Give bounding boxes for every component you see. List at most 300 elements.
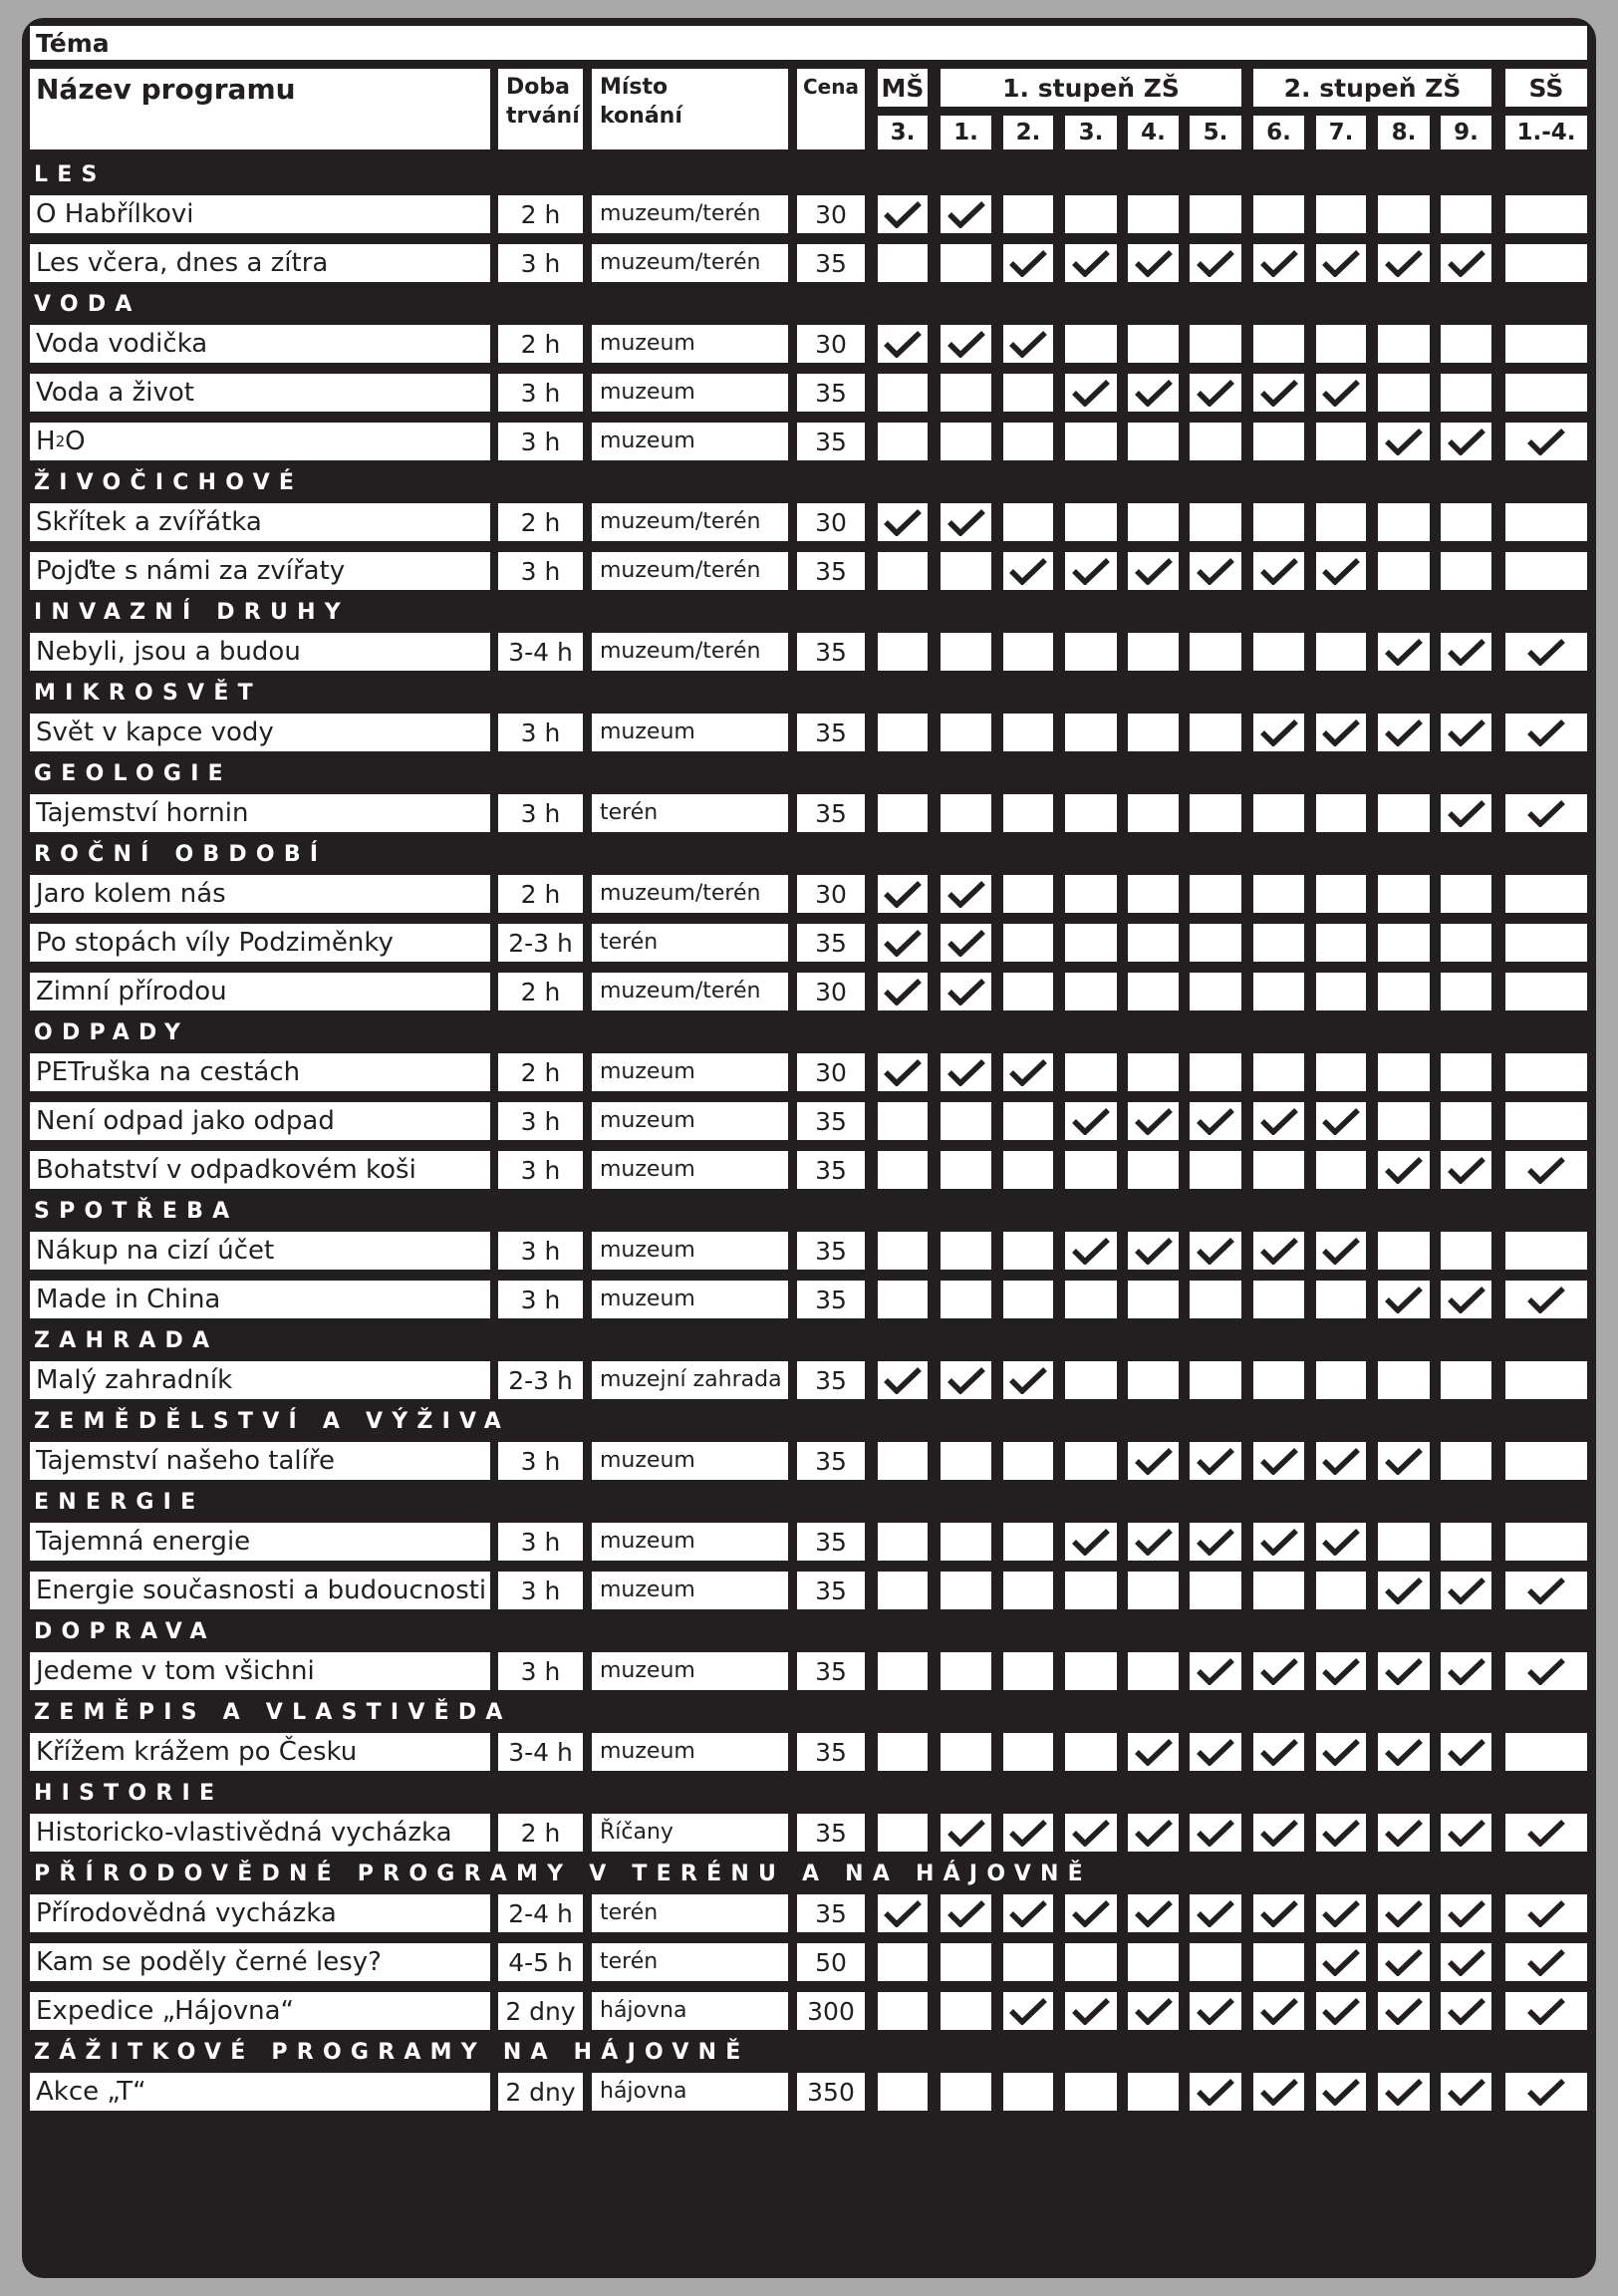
grade-checkbox: [1128, 794, 1179, 832]
grade-header-7: 7.: [1316, 116, 1366, 149]
program-place: muzeum/terén: [592, 973, 788, 1010]
grade-checkbox: [941, 1361, 991, 1399]
checkmark-icon: [1196, 1528, 1235, 1556]
ss-header: SŠ: [1505, 69, 1587, 107]
program-place: terén: [592, 1943, 788, 1981]
grade-checkbox: [1378, 1232, 1430, 1270]
grade-checkbox: [1128, 374, 1179, 412]
grade-checkbox: [1378, 374, 1430, 412]
grade-header-3: 3.: [1065, 116, 1117, 149]
program-price: 30: [797, 325, 865, 363]
grade-checkbox: [878, 633, 928, 671]
grade-checkbox: [1316, 1992, 1366, 2030]
checkmark-icon: [1526, 799, 1566, 827]
grade-checkbox: [1441, 325, 1491, 363]
grade-checkbox: [941, 195, 991, 233]
grade-checkbox: [1441, 374, 1491, 412]
checkmark-icon: [946, 1058, 986, 1086]
grade-checkbox: [1378, 244, 1430, 282]
program-place: muzeum/terén: [592, 552, 788, 590]
program-duration: 2 h: [498, 195, 583, 233]
program-duration: 2 h: [498, 1814, 583, 1852]
program-price: 50: [797, 1943, 865, 1981]
program-place: muzeum: [592, 714, 788, 751]
program-place: terén: [592, 1894, 788, 1932]
grade-checkbox: [1253, 1733, 1304, 1771]
grade-header-6: 6.: [1253, 116, 1304, 149]
checkmark-icon: [1526, 1156, 1566, 1184]
grade-checkbox: [1253, 1814, 1304, 1852]
checkmark-icon: [1384, 1899, 1424, 1927]
checkmark-icon: [1008, 1997, 1048, 2025]
grade-checkbox: [1505, 1151, 1587, 1189]
grade-checkbox: [1316, 1814, 1366, 1852]
grade-checkbox: [1190, 1281, 1241, 1318]
checkmark-icon: [1384, 2078, 1424, 2106]
section-title: ENERGIE: [34, 1490, 205, 1515]
program-price: 350: [797, 2073, 865, 2111]
program-duration: 3 h: [498, 1572, 583, 1609]
grade-checkbox: [1003, 794, 1053, 832]
checkmark-icon: [1071, 379, 1111, 407]
checkmark-icon: [946, 1819, 986, 1847]
checkmark-icon: [946, 1366, 986, 1394]
program-name: Přírodovědná vycházka: [30, 1894, 490, 1932]
grade-checkbox: [1128, 1943, 1179, 1981]
grade-checkbox: [941, 973, 991, 1010]
grade-checkbox: [1065, 325, 1117, 363]
checkmark-icon: [1259, 718, 1299, 746]
grade-checkbox: [1128, 1361, 1179, 1399]
program-price: 35: [797, 1151, 865, 1189]
program-place: muzeum: [592, 325, 788, 363]
grade-checkbox: [1065, 423, 1117, 460]
program-price: 30: [797, 973, 865, 1010]
grade-checkbox: [1190, 503, 1241, 541]
program-duration: 3-4 h: [498, 633, 583, 671]
checkmark-icon: [1526, 718, 1566, 746]
checkmark-icon: [1526, 1899, 1566, 1927]
checkmark-icon: [946, 929, 986, 957]
checkmark-icon: [1321, 1657, 1361, 1685]
program-duration: 2 h: [498, 1053, 583, 1091]
grade-checkbox: [1441, 794, 1491, 832]
section-title: ROČNÍ OBDOBÍ: [34, 842, 328, 867]
grade-checkbox: [1003, 1281, 1053, 1318]
program-price: 30: [797, 503, 865, 541]
grade-checkbox: [1441, 633, 1491, 671]
checkmark-icon: [1526, 1657, 1566, 1685]
checkmark-icon: [1526, 2078, 1566, 2106]
program-price: 35: [797, 1733, 865, 1771]
program-duration: 3-4 h: [498, 1733, 583, 1771]
grade-checkbox: [941, 1442, 991, 1480]
grade-checkbox: [878, 1053, 928, 1091]
grade-checkbox: [1003, 1442, 1053, 1480]
checkmark-icon: [1321, 1899, 1361, 1927]
checkmark-icon: [883, 880, 923, 908]
grade-checkbox: [1065, 714, 1117, 751]
checkmark-icon: [1526, 1997, 1566, 2025]
grade-checkbox: [1505, 1102, 1587, 1140]
checkmark-icon: [1196, 1819, 1235, 1847]
grade-checkbox: [1378, 1572, 1430, 1609]
grade-header-4: 4.: [1128, 116, 1179, 149]
grade-checkbox: [1505, 1442, 1587, 1480]
program-place: muzeum: [592, 1652, 788, 1690]
checkmark-icon: [1008, 1366, 1048, 1394]
grade-checkbox: [1316, 423, 1366, 460]
grade-checkbox: [1190, 374, 1241, 412]
grade-checkbox: [878, 1814, 928, 1852]
program-name-header: Název programu: [30, 69, 490, 149]
grade-checkbox: [1003, 374, 1053, 412]
grade-checkbox: [1505, 973, 1587, 1010]
grade-checkbox: [941, 374, 991, 412]
checkmark-icon: [1321, 379, 1361, 407]
checkmark-icon: [1196, 1657, 1235, 1685]
program-price: 30: [797, 1053, 865, 1091]
grade-checkbox: [1505, 633, 1587, 671]
grade-checkbox: [1441, 1151, 1491, 1189]
checkmark-icon: [1447, 249, 1486, 277]
grade-checkbox: [1378, 1523, 1430, 1561]
grade-checkbox: [1441, 1992, 1491, 2030]
grade-checkbox: [1316, 633, 1366, 671]
program-place: hájovna: [592, 1992, 788, 2030]
checkmark-icon: [1259, 1899, 1299, 1927]
checkmark-icon: [1259, 379, 1299, 407]
grade-checkbox: [1065, 924, 1117, 962]
checkmark-icon: [1134, 1738, 1174, 1766]
zs2-header: 2. stupeň ZŠ: [1253, 69, 1491, 107]
grade-checkbox: [1316, 1572, 1366, 1609]
checkmark-icon: [1447, 1577, 1486, 1604]
grade-checkbox: [1505, 552, 1587, 590]
program-place: muzeum: [592, 1523, 788, 1561]
grade-checkbox: [1003, 1733, 1053, 1771]
section-title: LES: [34, 162, 107, 187]
grade-checkbox: [1378, 1151, 1430, 1189]
grade-checkbox: [1190, 1572, 1241, 1609]
program-price: 35: [797, 244, 865, 282]
grade-checkbox: [1128, 2073, 1179, 2111]
program-price: 35: [797, 1102, 865, 1140]
checkmark-icon: [1259, 557, 1299, 585]
grade-checkbox: [1065, 2073, 1117, 2111]
grade-checkbox: [1316, 1943, 1366, 1981]
grade-checkbox: [1253, 1523, 1304, 1561]
grade-checkbox: [878, 1992, 928, 2030]
checkmark-icon: [1447, 1286, 1486, 1313]
grade-checkbox: [1316, 714, 1366, 751]
checkmark-icon: [1526, 638, 1566, 666]
program-price: 35: [797, 423, 865, 460]
grade-checkbox: [1190, 2073, 1241, 2111]
grade-checkbox: [1441, 2073, 1491, 2111]
grade-checkbox: [1378, 973, 1430, 1010]
section-title: SPOTŘEBA: [34, 1199, 239, 1224]
section-title: ZÁŽITKOVÉ PROGRAMY NA HÁJOVNĚ: [34, 2040, 750, 2065]
grade-checkbox: [1190, 794, 1241, 832]
program-name: Svět v kapce vody: [30, 714, 490, 751]
checkmark-icon: [1008, 249, 1048, 277]
checkmark-icon: [1321, 249, 1361, 277]
checkmark-icon: [1134, 557, 1174, 585]
grade-checkbox: [878, 1102, 928, 1140]
grade-checkbox: [1190, 1442, 1241, 1480]
checkmark-icon: [1259, 2078, 1299, 2106]
grade-checkbox: [878, 1361, 928, 1399]
grade-checkbox: [1378, 1102, 1430, 1140]
grade-checkbox: [878, 423, 928, 460]
checkmark-icon: [883, 200, 923, 228]
grade-checkbox: [1441, 973, 1491, 1010]
checkmark-icon: [1071, 249, 1111, 277]
grade-checkbox: [1316, 1652, 1366, 1690]
grade-checkbox: [941, 633, 991, 671]
grade-checkbox: [878, 325, 928, 363]
section-title: ZEMĚDĚLSTVÍ A VÝŽIVA: [34, 1409, 511, 1434]
program-place: muzeum: [592, 1232, 788, 1270]
checkmark-icon: [1134, 1237, 1174, 1265]
checkmark-icon: [1196, 1997, 1235, 2025]
grade-checkbox: [1378, 924, 1430, 962]
grade-checkbox: [1065, 1733, 1117, 1771]
grade-checkbox: [941, 423, 991, 460]
checkmark-icon: [1447, 638, 1486, 666]
grade-checkbox: [1316, 2073, 1366, 2111]
grade-checkbox: [1128, 1733, 1179, 1771]
grade-checkbox: [878, 794, 928, 832]
grade-checkbox: [1253, 794, 1304, 832]
grade-checkbox: [1128, 503, 1179, 541]
program-place: muzejní zahrada: [592, 1361, 788, 1399]
grade-checkbox: [1065, 244, 1117, 282]
checkmark-icon: [883, 508, 923, 536]
section-title: DOPRAVA: [34, 1619, 216, 1644]
grade-header-9: 9.: [1441, 116, 1491, 149]
grade-checkbox: [1253, 1943, 1304, 1981]
checkmark-icon: [1008, 1819, 1048, 1847]
grade-checkbox: [1316, 875, 1366, 913]
grade-checkbox: [1003, 1572, 1053, 1609]
grade-checkbox: [1316, 552, 1366, 590]
checkmark-icon: [1134, 379, 1174, 407]
grade-checkbox: [1378, 714, 1430, 751]
grade-checkbox: [1505, 1053, 1587, 1091]
grade-checkbox: [1316, 794, 1366, 832]
grade-checkbox: [1003, 1652, 1053, 1690]
section-title: ZEMĚPIS A VLASTIVĚDA: [34, 1700, 512, 1725]
program-name: Tajemství našeho talíře: [30, 1442, 490, 1480]
program-place: muzeum/terén: [592, 503, 788, 541]
checkmark-icon: [1134, 1107, 1174, 1135]
program-duration: 2 dny: [498, 2073, 583, 2111]
checkmark-icon: [1259, 1107, 1299, 1135]
grade-checkbox: [1003, 1992, 1053, 2030]
checkmark-icon: [1196, 1237, 1235, 1265]
checkmark-icon: [1196, 1738, 1235, 1766]
grade-checkbox: [1441, 423, 1491, 460]
grade-checkbox: [1316, 1053, 1366, 1091]
program-price: 300: [797, 1992, 865, 2030]
grade-checkbox: [941, 2073, 991, 2111]
grade-checkbox: [1065, 552, 1117, 590]
checkmark-icon: [1384, 1447, 1424, 1475]
checkmark-icon: [1447, 428, 1486, 455]
grade-checkbox: [1065, 794, 1117, 832]
grade-checkbox: [1128, 1151, 1179, 1189]
grade-checkbox: [1190, 1361, 1241, 1399]
grade-checkbox: [1505, 1232, 1587, 1270]
grade-checkbox: [1065, 1572, 1117, 1609]
program-place: muzeum: [592, 374, 788, 412]
grade-checkbox: [1316, 973, 1366, 1010]
checkmark-icon: [1384, 1738, 1424, 1766]
grade-checkbox: [1441, 552, 1491, 590]
checkmark-icon: [1134, 249, 1174, 277]
grade-checkbox: [1003, 714, 1053, 751]
program-duration: 3 h: [498, 244, 583, 282]
checkmark-icon: [1384, 1577, 1424, 1604]
grade-checkbox: [1253, 1053, 1304, 1091]
grade-checkbox: [1065, 1943, 1117, 1981]
checkmark-icon: [1384, 1657, 1424, 1685]
grade-checkbox: [1505, 714, 1587, 751]
grade-checkbox: [941, 1232, 991, 1270]
grade-checkbox: [1253, 325, 1304, 363]
program-place: muzeum: [592, 1102, 788, 1140]
program-name: Malý zahradník: [30, 1361, 490, 1399]
grade-checkbox: [1378, 1943, 1430, 1981]
grade-header-0: 3.: [878, 116, 928, 149]
grade-checkbox: [941, 1652, 991, 1690]
grade-checkbox: [878, 503, 928, 541]
grade-checkbox: [878, 1943, 928, 1981]
grade-checkbox: [1316, 244, 1366, 282]
grade-checkbox: [1378, 1894, 1430, 1932]
checkmark-icon: [1008, 557, 1048, 585]
grade-checkbox: [1505, 1733, 1587, 1771]
checkmark-icon: [1134, 1997, 1174, 2025]
grade-checkbox: [1190, 1814, 1241, 1852]
grade-checkbox: [1505, 1652, 1587, 1690]
checkmark-icon: [1384, 249, 1424, 277]
grade-checkbox: [1003, 552, 1053, 590]
grade-checkbox: [941, 1992, 991, 2030]
program-price: 35: [797, 924, 865, 962]
program-name: Voda vodička: [30, 325, 490, 363]
checkmark-icon: [1259, 1819, 1299, 1847]
checkmark-icon: [1008, 1899, 1048, 1927]
program-name: Skřítek a zvířátka: [30, 503, 490, 541]
program-price: 30: [797, 195, 865, 233]
grade-checkbox: [1316, 1232, 1366, 1270]
grade-checkbox: [1441, 195, 1491, 233]
checkmark-icon: [1447, 799, 1486, 827]
checkmark-icon: [1071, 1899, 1111, 1927]
checkmark-icon: [1447, 1948, 1486, 1976]
grade-checkbox: [1505, 325, 1587, 363]
checkmark-icon: [1526, 1286, 1566, 1313]
program-duration: 2 h: [498, 973, 583, 1010]
program-place: muzeum: [592, 1442, 788, 1480]
grade-checkbox: [1253, 374, 1304, 412]
checkmark-icon: [1447, 1657, 1486, 1685]
grade-checkbox: [1128, 552, 1179, 590]
grade-checkbox: [878, 1281, 928, 1318]
grade-checkbox: [1441, 1523, 1491, 1561]
grade-checkbox: [878, 2073, 928, 2111]
program-name: Les včera, dnes a zítra: [30, 244, 490, 282]
program-duration: 3 h: [498, 1442, 583, 1480]
program-duration: 2-3 h: [498, 924, 583, 962]
grade-checkbox: [1441, 1733, 1491, 1771]
grade-checkbox: [878, 1572, 928, 1609]
grade-checkbox: [1505, 374, 1587, 412]
checkmark-icon: [883, 330, 923, 358]
grade-checkbox: [1003, 423, 1053, 460]
grade-checkbox: [1003, 1523, 1053, 1561]
program-place: muzeum/terén: [592, 633, 788, 671]
grade-checkbox: [1128, 924, 1179, 962]
grade-header-8: 8.: [1378, 116, 1430, 149]
grade-checkbox: [1505, 423, 1587, 460]
checkmark-icon: [1321, 1819, 1361, 1847]
grade-checkbox: [1065, 1992, 1117, 2030]
program-duration: 3 h: [498, 423, 583, 460]
grade-checkbox: [1441, 1652, 1491, 1690]
grade-checkbox: [1190, 924, 1241, 962]
grade-checkbox: [1128, 1992, 1179, 2030]
checkmark-icon: [1321, 1997, 1361, 2025]
grade-checkbox: [1190, 1232, 1241, 1270]
program-name: Křížem krážem po Česku: [30, 1733, 490, 1771]
checkmark-icon: [1259, 1237, 1299, 1265]
grade-checkbox: [1003, 1361, 1053, 1399]
grade-checkbox: [941, 1814, 991, 1852]
checkmark-icon: [1259, 249, 1299, 277]
program-duration: 3 h: [498, 1281, 583, 1318]
program-price: 30: [797, 875, 865, 913]
checkmark-icon: [1321, 557, 1361, 585]
checkmark-icon: [1384, 428, 1424, 455]
program-price: 35: [797, 1281, 865, 1318]
program-name: O Habřílkovi: [30, 195, 490, 233]
program-name: Zimní přírodou: [30, 973, 490, 1010]
grade-checkbox: [1441, 1894, 1491, 1932]
checkmark-icon: [1071, 1107, 1111, 1135]
program-name: Tajemná energie: [30, 1523, 490, 1561]
grade-header-2: 2.: [1003, 116, 1053, 149]
program-place: muzeum: [592, 1053, 788, 1091]
grade-checkbox: [1316, 374, 1366, 412]
grade-checkbox: [1441, 924, 1491, 962]
grade-checkbox: [878, 1652, 928, 1690]
grade-checkbox: [1505, 1894, 1587, 1932]
grade-checkbox: [878, 1442, 928, 1480]
grade-checkbox: [1128, 244, 1179, 282]
grade-checkbox: [1128, 714, 1179, 751]
grade-checkbox: [1316, 1102, 1366, 1140]
grade-checkbox: [878, 714, 928, 751]
grade-checkbox: [1003, 1151, 1053, 1189]
program-name: Pojďte s námi za zvířaty: [30, 552, 490, 590]
grade-checkbox: [1378, 195, 1430, 233]
grade-checkbox: [1505, 794, 1587, 832]
grade-checkbox: [1316, 1894, 1366, 1932]
